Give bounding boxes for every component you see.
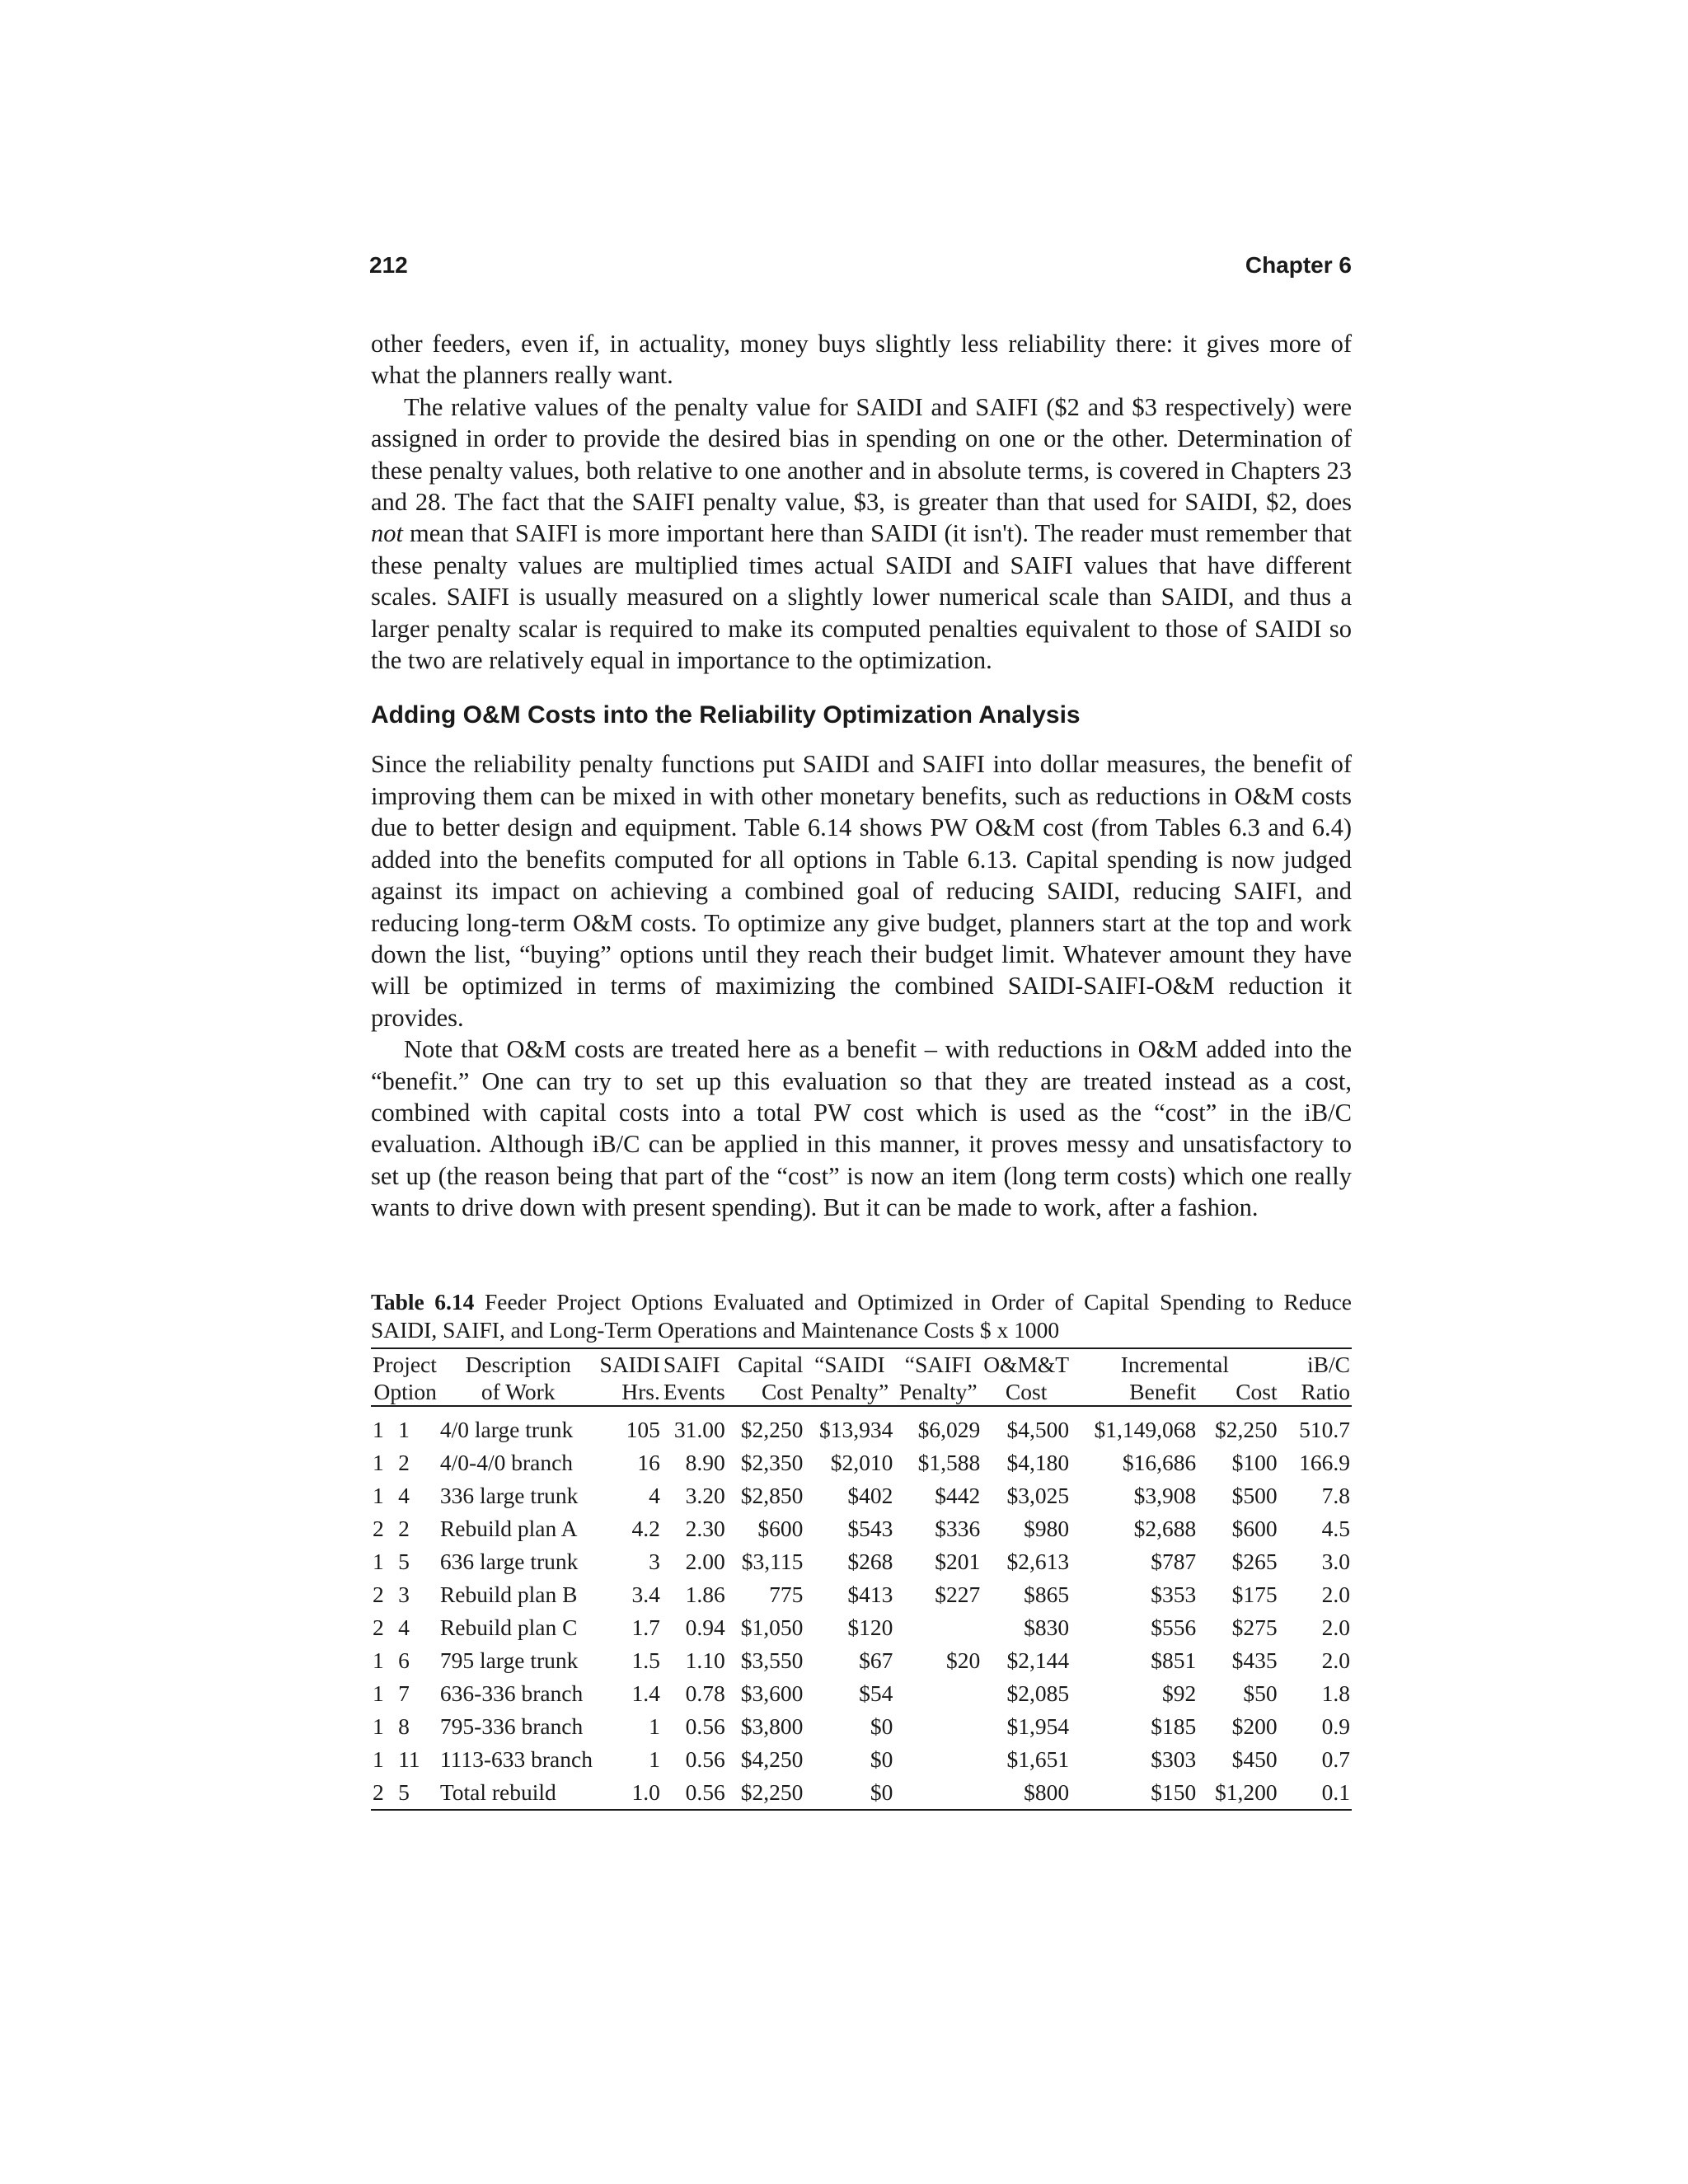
- col-header-benefit: Benefit: [1071, 1378, 1198, 1406]
- cell-saidi: 4: [649, 1482, 660, 1508]
- cell-ratio: 166.9: [1299, 1449, 1350, 1475]
- table-row: [371, 1578, 1352, 1611]
- col-header-penalty-saifi: Penalty”: [894, 1378, 982, 1406]
- cell-saidi-penalty: $13,934: [818, 1416, 893, 1442]
- cell-ratio: 1.8: [1321, 1680, 1350, 1706]
- cell-description: 795 large trunk: [439, 1647, 579, 1673]
- paragraph-penalty-values: [371, 391, 1352, 677]
- cell-option: 11: [398, 1746, 420, 1772]
- cell-inc-cost: $1,200: [1198, 1776, 1278, 1810]
- cell-benefit: $1,149,068: [1094, 1416, 1197, 1442]
- table-row: [371, 1446, 1352, 1479]
- cell-ratio: 2.0: [1321, 1581, 1350, 1607]
- cell-description: Rebuild plan B: [439, 1581, 578, 1607]
- cell-om-cost: $865: [1024, 1581, 1070, 1607]
- table-row: [371, 1545, 1352, 1578]
- cell-saifi: 1.10: [685, 1647, 725, 1673]
- cell-saifi-penalty: [894, 1776, 982, 1810]
- section-heading: Adding O&M Costs into the Reliability Optimization Analysis: [371, 701, 1081, 729]
- cell-benefit: $16,686: [1122, 1449, 1197, 1475]
- cell-project: 2: [373, 1614, 384, 1640]
- cell-saifi-penalty: $20: [945, 1647, 981, 1673]
- col-header-of-work: of Work: [438, 1378, 598, 1406]
- cell-ratio: 4.5: [1321, 1515, 1350, 1541]
- cell-option: 4: [398, 1482, 410, 1508]
- cell-option: 2: [398, 1515, 410, 1541]
- table-caption: [371, 1288, 1352, 1344]
- cell-saidi: 1.4: [631, 1680, 660, 1706]
- cell-saidi-penalty: $67: [859, 1647, 893, 1673]
- col-header-saifi: SAIFI: [662, 1348, 727, 1378]
- cell-option: 7: [398, 1680, 410, 1706]
- cell-description: 4/0-4/0 branch: [439, 1449, 574, 1475]
- cell-capital: $2,850: [740, 1482, 804, 1508]
- cell-saifi-penalty: [894, 1710, 982, 1743]
- cell-om-cost: $4,500: [1006, 1416, 1070, 1442]
- cell-benefit: $150: [1071, 1776, 1198, 1810]
- col-header-saidi-penalty: “SAIDI: [804, 1348, 894, 1378]
- col-header-inc-cost: Cost: [1198, 1378, 1278, 1406]
- cell-saidi-penalty: $402: [847, 1482, 893, 1508]
- col-header-penalty-saidi: Penalty”: [804, 1378, 894, 1406]
- cell-om-cost: $2,085: [1006, 1680, 1070, 1706]
- cell-capital: $2,350: [740, 1449, 804, 1475]
- cell-inc-cost: $600: [1231, 1515, 1278, 1541]
- cell-project: 1: [373, 1449, 384, 1475]
- paragraph-text: mean that SAIFI is more important here than SAIDI (it isn't). The reader must remember that these penalty values are multiplied times actual SAIDI and SAIFI values that have different scales. SAIFI is usually measured on a slightly lower numerical scale than SAIDI, and thus a larger penalty scalar is required to make its computed penalties equivalent to those of SAIDI so the two are relatively equal in importance to the optimization.: [371, 519, 1352, 675]
- cell-saifi-penalty: $442: [935, 1482, 981, 1508]
- page-number: 212: [369, 252, 408, 278]
- cell-saifi-penalty: $6,029: [917, 1416, 981, 1442]
- cell-saifi-penalty: [894, 1743, 982, 1776]
- cell-inc-cost: $2,250: [1215, 1416, 1278, 1442]
- cell-inc-cost: $265: [1231, 1548, 1278, 1574]
- cell-capital: $2,250: [727, 1776, 805, 1810]
- cell-saidi: 105: [626, 1416, 660, 1442]
- cell-saifi: 0.78: [685, 1680, 725, 1706]
- cell-ratio: 7.8: [1321, 1482, 1350, 1508]
- cell-saidi: 1.0: [598, 1776, 662, 1810]
- cell-capital: 775: [769, 1581, 804, 1607]
- cell-ratio: 3.0: [1321, 1548, 1350, 1574]
- cell-saifi-penalty: $336: [935, 1515, 981, 1541]
- cell-capital: $3,600: [740, 1680, 804, 1706]
- cell-saidi: 4.2: [631, 1515, 660, 1541]
- cell-saidi: 1.5: [631, 1647, 660, 1673]
- cell-om-cost: $830: [1024, 1614, 1070, 1640]
- cell-saifi-penalty: [894, 1677, 982, 1710]
- cell-benefit: $2,688: [1133, 1515, 1197, 1541]
- cell-saifi: 2.00: [685, 1548, 725, 1574]
- emphasis-text: not: [371, 519, 403, 548]
- cell-saidi-penalty: $0: [870, 1746, 893, 1772]
- cell-project: 2: [373, 1515, 384, 1541]
- cell-capital: $2,250: [740, 1416, 804, 1442]
- cell-om-cost: $1,954: [1006, 1713, 1070, 1739]
- cell-saidi-penalty: $2,010: [830, 1449, 893, 1475]
- col-header-capital-cost: Cost: [727, 1378, 805, 1406]
- col-header-ibc: iB/C: [1279, 1348, 1352, 1378]
- cell-benefit: $353: [1151, 1581, 1197, 1607]
- cell-project: 1: [373, 1713, 384, 1739]
- cell-inc-cost: $175: [1231, 1581, 1278, 1607]
- cell-project: 1: [373, 1548, 384, 1574]
- cell-om-cost: $1,651: [1006, 1746, 1070, 1772]
- col-header-saidi: SAIDI: [598, 1348, 662, 1378]
- cell-saifi: 2.30: [685, 1515, 725, 1541]
- cell-saifi-penalty: $201: [935, 1548, 981, 1574]
- cell-ratio: 2.0: [1321, 1647, 1350, 1673]
- cell-saifi: 31.00: [673, 1416, 725, 1442]
- cell-saidi: 16: [637, 1449, 660, 1475]
- cell-description: 636-336 branch: [439, 1680, 584, 1706]
- cell-saifi: 0.56: [685, 1713, 725, 1739]
- cell-project: 1: [373, 1647, 384, 1673]
- cell-benefit: $92: [1161, 1680, 1197, 1706]
- page-body: [371, 328, 1352, 1811]
- cell-saifi-penalty: $1,588: [917, 1449, 981, 1475]
- cell-ratio: 2.0: [1321, 1614, 1350, 1640]
- cell-capital: $3,115: [741, 1548, 804, 1574]
- cell-saidi: 1: [649, 1713, 660, 1739]
- col-header-incremental: Incremental: [1071, 1348, 1279, 1378]
- cell-saifi: 0.56: [685, 1746, 725, 1772]
- cell-description: 795-336 branch: [439, 1713, 584, 1739]
- table-row: [371, 1406, 1352, 1446]
- cell-option: 3: [398, 1581, 410, 1607]
- table-row: [371, 1644, 1352, 1677]
- table-header-row: [371, 1348, 1352, 1378]
- chapter-label: Chapter 6: [1245, 252, 1352, 278]
- feeder-options-table: [371, 1347, 1352, 1811]
- cell-benefit: $303: [1151, 1746, 1197, 1772]
- cell-saidi-penalty: $0: [870, 1713, 893, 1739]
- cell-saifi: 0.56: [662, 1776, 727, 1810]
- cell-project: 1: [373, 1482, 384, 1508]
- cell-om-cost: $980: [1024, 1515, 1070, 1541]
- cell-description: Rebuild plan A: [439, 1515, 578, 1541]
- cell-saifi-penalty: $227: [935, 1581, 981, 1607]
- cell-benefit: $851: [1151, 1647, 1197, 1673]
- cell-saifi: 0.94: [685, 1614, 725, 1640]
- cell-saidi: 3.4: [631, 1581, 660, 1607]
- col-header-om: O&M&T: [982, 1348, 1071, 1378]
- col-header-capital: Capital: [727, 1348, 805, 1378]
- cell-benefit: $185: [1151, 1713, 1197, 1739]
- cell-saidi-penalty: $0: [804, 1776, 894, 1810]
- cell-om-cost: $4,180: [1006, 1449, 1070, 1475]
- cell-inc-cost: $435: [1231, 1647, 1278, 1673]
- cell-description: Total rebuild: [438, 1776, 598, 1810]
- cell-description: 336 large trunk: [439, 1482, 579, 1508]
- cell-option: 1: [398, 1416, 410, 1442]
- cell-inc-cost: $200: [1231, 1713, 1278, 1739]
- cell-description: 636 large trunk: [439, 1548, 579, 1574]
- cell-saifi: 8.90: [685, 1449, 725, 1475]
- cell-saifi: 1.86: [685, 1581, 725, 1607]
- cell-saidi: 1: [649, 1746, 660, 1772]
- cell-project: 1: [373, 1680, 384, 1706]
- cell-saidi-penalty: $54: [859, 1680, 893, 1706]
- cell-project: 1: [373, 1416, 384, 1442]
- table-row: [371, 1611, 1352, 1644]
- paragraph-text: The relative values of the penalty value for SAIDI and SAIFI ($2 and $3 respectively) were assigned in order to provide the desired bias in spending on one or the other. Determination of these penalty values, both relative to one another and in absolute terms, is covered in Chapters 23 and 28. The fact that the SAIFI penalty value, $3, is greater than that used for SAIDI, $2, does: [371, 392, 1352, 517]
- cell-saifi-penalty: [894, 1611, 982, 1644]
- cell-option: 4: [398, 1614, 410, 1640]
- table-caption-text: Feeder Project Options Evaluated and Optimized in Order of Capital Spending to Reduce SAIDI, SAIFI, and Long-Term Operations and Maintenance Costs $ x 1000: [371, 1288, 1352, 1343]
- cell-capital: $3,550: [740, 1647, 804, 1673]
- cell-option: 5: [398, 1548, 410, 1574]
- cell-ratio: 0.1: [1279, 1776, 1352, 1810]
- cell-saidi-penalty: $120: [847, 1614, 893, 1640]
- cell-inc-cost: $500: [1231, 1482, 1278, 1508]
- cell-om-cost: $800: [982, 1776, 1071, 1810]
- table-row: [371, 1743, 1352, 1776]
- cell-project: 1: [373, 1746, 384, 1772]
- cell-capital: $4,250: [740, 1746, 804, 1772]
- cell-description: 4/0 large trunk: [439, 1416, 574, 1442]
- cell-ratio: 510.7: [1299, 1416, 1350, 1442]
- cell-option: 8: [398, 1713, 410, 1739]
- cell-saidi-penalty: $413: [847, 1581, 893, 1607]
- cell-option: 6: [398, 1647, 410, 1673]
- col-header-ratio: Ratio: [1279, 1378, 1352, 1406]
- cell-saifi: 3.20: [685, 1482, 725, 1508]
- cell-saidi: 3: [649, 1548, 660, 1574]
- cell-om-cost: $3,025: [1006, 1482, 1070, 1508]
- paragraph-continuation: other feeders, even if, in actuality, money buys slightly less reliability there: it gives more of what the planners really want.: [371, 330, 1352, 390]
- cell-saidi: 1.7: [631, 1614, 660, 1640]
- cell-capital: $600: [757, 1515, 804, 1541]
- cell-om-cost: $2,144: [1006, 1647, 1070, 1673]
- cell-capital: $1,050: [740, 1614, 804, 1640]
- cell-option: 5: [396, 1776, 438, 1810]
- cell-inc-cost: $50: [1243, 1680, 1278, 1706]
- table-header-row: [371, 1378, 1352, 1406]
- table-label: Table 6.14: [371, 1288, 475, 1315]
- cell-inc-cost: $450: [1231, 1746, 1278, 1772]
- cell-benefit: $556: [1151, 1614, 1197, 1640]
- cell-saidi-penalty: $543: [847, 1515, 893, 1541]
- table-row: [371, 1776, 1352, 1810]
- table-row: [371, 1479, 1352, 1512]
- table-row: [371, 1512, 1352, 1545]
- cell-project: 2: [371, 1776, 396, 1810]
- cell-inc-cost: $100: [1231, 1449, 1278, 1475]
- cell-ratio: 0.9: [1321, 1713, 1350, 1739]
- col-header-om-cost: Cost: [982, 1378, 1071, 1406]
- col-header-events: Events: [663, 1378, 725, 1404]
- cell-option: 2: [398, 1449, 410, 1475]
- col-header-project: Project: [371, 1348, 438, 1378]
- cell-saidi-penalty: $268: [847, 1548, 893, 1574]
- cell-capital: $3,800: [740, 1713, 804, 1739]
- cell-benefit: $787: [1151, 1548, 1197, 1574]
- cell-benefit: $3,908: [1133, 1482, 1197, 1508]
- table-row: [371, 1677, 1352, 1710]
- cell-description: 1113-633 branch: [439, 1746, 593, 1772]
- col-header-description: Description: [438, 1348, 598, 1378]
- cell-ratio: 0.7: [1321, 1746, 1350, 1772]
- cell-description: Rebuild plan C: [439, 1614, 578, 1640]
- table-row: [371, 1710, 1352, 1743]
- cell-inc-cost: $275: [1231, 1614, 1278, 1640]
- cell-om-cost: $2,613: [1006, 1548, 1070, 1574]
- paragraph-om-benefits: Since the reliability penalty functions put SAIDI and SAIFI into dollar measures, the benefit of improving them can be mixed in with other monetary benefits, such as reductions in O&M costs due to better design and equipment. Table 6.14 shows PW O&M cost (from Tables 6.3 and 6.4) added into the benefits computed for all options in Table 6.13. Capital spending is now judged against its impact on achieving a combined goal of reducing SAIDI, reducing SAIFI, and reducing long-term O&M costs. To optimize any give budget, planners start at the top and work down the list, “buying” options until they reach their budget limit. Whatever amount they have will be optimized in terms of maximizing the combined SAIDI-SAIFI-O&M reduction it provides.: [371, 750, 1352, 1032]
- paragraph-om-as-benefit: Note that O&M costs are treated here as a benefit – with reductions in O&M added into the “benefit.” One can try to set up this evaluation so that they are treated instead as a cost, combined with capital costs into a total PW cost which is used as the “cost” in the iB/C evaluation. Although iB/C can be applied in this manner, it proves messy and unsatisfactory to set up (the reason being that part of the “cost” is now an item (long term costs) which one really wants to drive down with present spending). But it can be made to work, after a fashion.: [371, 1035, 1352, 1222]
- col-header-saifi-penalty: “SAIFI: [894, 1348, 982, 1378]
- col-header-hrs: Hrs.: [598, 1378, 662, 1406]
- cell-project: 2: [373, 1581, 384, 1607]
- col-header-option: Option: [371, 1378, 438, 1406]
